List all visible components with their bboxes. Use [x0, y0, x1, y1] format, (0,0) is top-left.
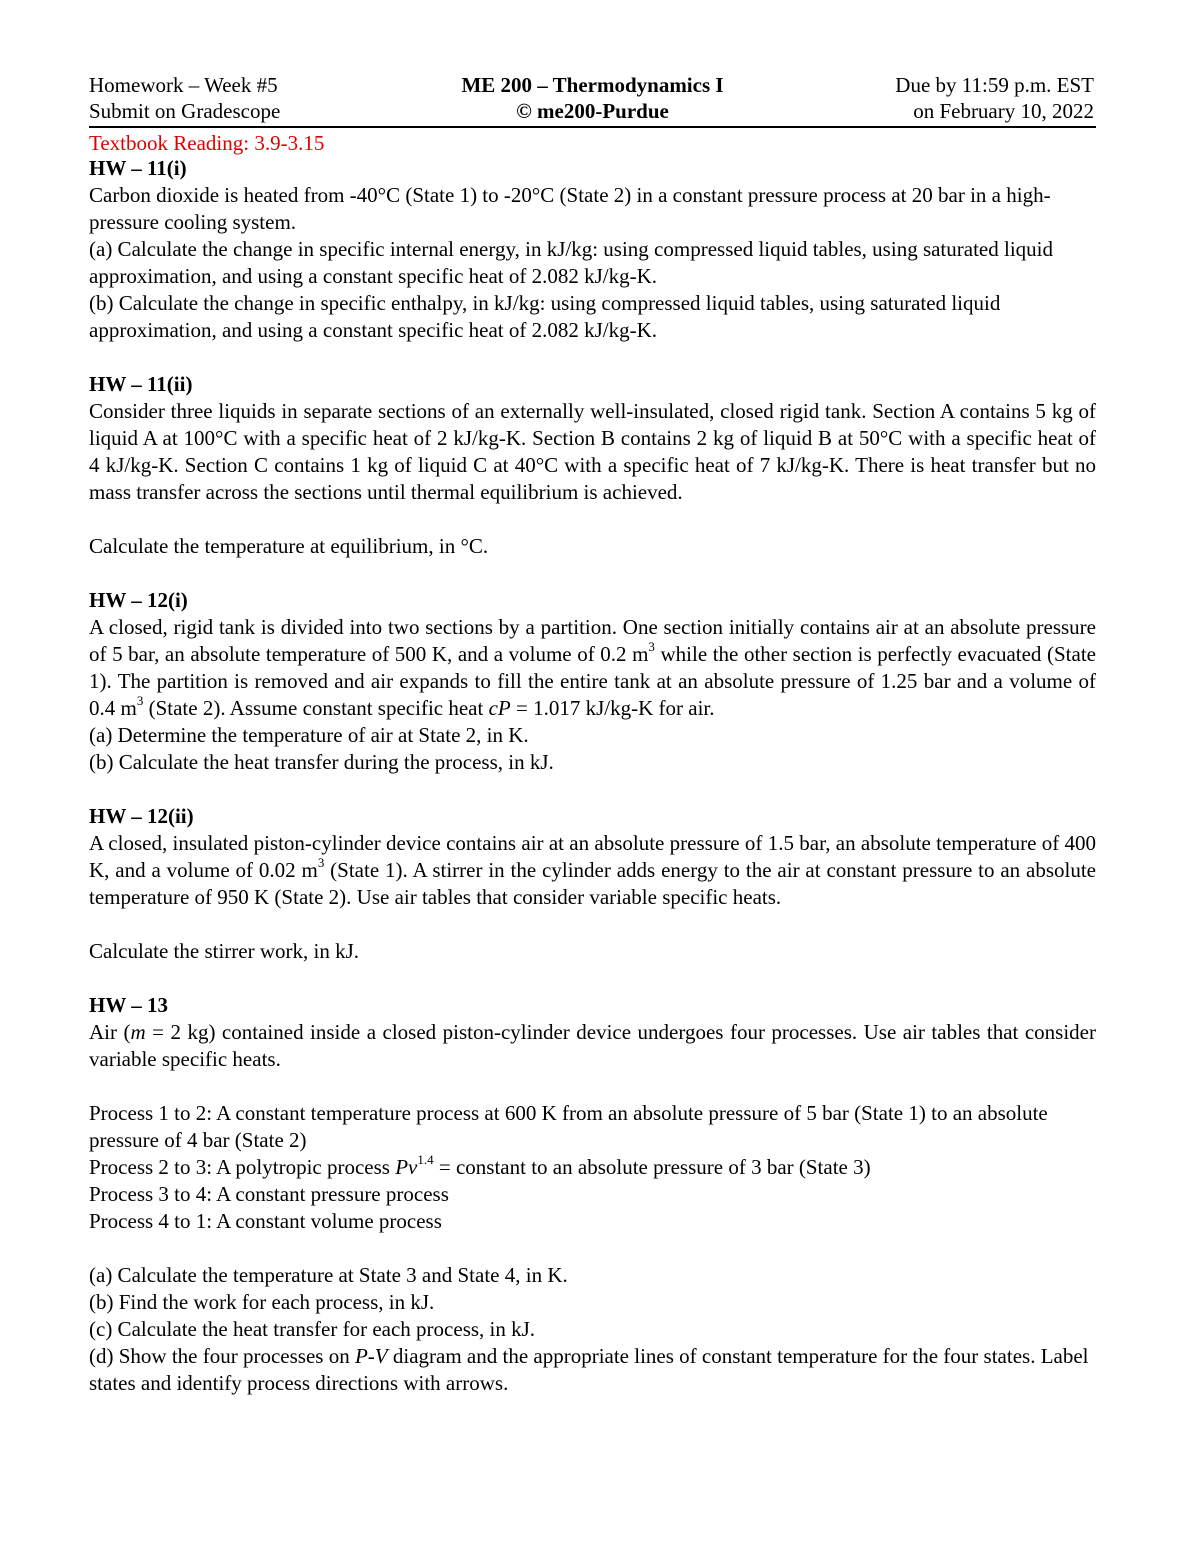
hw-12ii-section — [89, 803, 1096, 965]
hw-12ii-intro: A closed, insulated piston-cylinder device contains air at an absolute pressure of 1.5 bar, an absolute temperature of 400 K, and a volume of 0.02 $m^3$ (State 1). A stirrer in the cylinder adds energy to the air at constant pressure to an absolute temperature of 950 K (State 2). Use air tables that consider variable specific heats. — [89, 831, 1096, 909]
hw-13-process-4-1: Process 4 to 1: A constant volume process — [89, 1209, 442, 1233]
header-left — [89, 72, 389, 124]
hw-11i-intro: Carbon dioxide is heated from -40°C (State 1) to -20°C (State 2) in a constant pressure process at 20 bar in a high-pressure cooling system. — [89, 183, 1051, 234]
hw-12ii-title: HW – 12(ii) — [89, 804, 194, 828]
header-center — [389, 72, 796, 124]
hw-12i-section — [89, 587, 1096, 776]
textbook-reading: Textbook Reading: 3.9-3.15 — [89, 131, 325, 155]
hw-13-title: HW – 13 — [89, 993, 168, 1017]
hw-13-process-2-3: Process 2 to 3: A polytropic process $Pv^{1.4}$ = constant to an absolute pressure of 3 bar (State 3) — [89, 1152, 871, 1179]
cp-symbol: cP — [488, 696, 511, 720]
header-due-date: on February 10, 2022 — [913, 99, 1094, 123]
hw-13-part-b: (b) Find the work for each process, in kJ. — [89, 1290, 435, 1314]
hw-13-process-1-2: Process 1 to 2: A constant temperature process at 600 K from an absolute pressure of 5 bar (State 1) to an absolute pressure of 4 bar (State 2) — [89, 1101, 1048, 1152]
hw-11i-part-a: (a) Calculate the change in specific internal energy, in kJ/kg: using compressed liquid tables, using saturated liquid approximation, and using a constant specific heat of 2.082 kJ/kg-K. — [89, 237, 1053, 288]
hw-13-part-d: (d) Show the four processes on P-V diagram and the appropriate lines of constant temperature for the four states. Label states and identify process directions with arrows. — [89, 1344, 1089, 1395]
hw-11i-title: HW – 11(i) — [89, 156, 187, 180]
header-submit: Submit on Gradescope — [89, 99, 281, 123]
hw-13-intro: Air (m = 2 kg) contained inside a closed piston-cylinder device undergoes four processes. Use air tables that consider variable specific heats. — [89, 1020, 1096, 1071]
hw-13-part-c: (c) Calculate the heat transfer for each process, in kJ. — [89, 1317, 536, 1341]
hw-12i-title: HW – 12(i) — [89, 588, 188, 612]
hw-11ii-title: HW – 11(ii) — [89, 372, 193, 396]
homework-page — [89, 72, 1096, 1397]
header-week: Homework – Week #5 — [89, 73, 278, 97]
document-header — [89, 72, 1096, 124]
hw-11ii-question: Calculate the temperature at equilibrium, in °C. — [89, 534, 489, 558]
hw-12i-part-b: (b) Calculate the heat transfer during the process, in kJ. — [89, 750, 554, 774]
hw-13-section — [89, 992, 1096, 1397]
header-due-time: Due by 11:59 p.m. EST — [895, 73, 1094, 97]
hw-11ii-section — [89, 371, 1096, 560]
header-copyright: © me200-Purdue — [516, 99, 669, 123]
mass-symbol: m — [130, 1020, 146, 1044]
hw-13-part-a: (a) Calculate the temperature at State 3 and State 4, in K. — [89, 1263, 568, 1287]
hw-12ii-question: Calculate the stirrer work, in kJ. — [89, 939, 360, 963]
hw-13-process-3-4: Process 3 to 4: A constant pressure process — [89, 1182, 449, 1206]
header-divider — [89, 126, 1096, 128]
hw-11i-part-b: (b) Calculate the change in specific enthalpy, in kJ/kg: using compressed liquid tables, using saturated liquid approximation, and using a constant specific heat of 2.082 kJ/kg-K. — [89, 291, 1001, 342]
hw-12i-intro: A closed, rigid tank is divided into two sections by a partition. One section initially contains air at an absolute pressure of 5 bar, an absolute temperature of 500 K, and a volume of 0.2 $m^3$ while the other section is perfectly evacuated (State 1). The partition is removed and air expands to fill the entire tank at an absolute pressure of 1.25 bar and a volume of 0.4 $m^3$ (State 2). Assume constant specific heat cP = 1.017 kJ/kg-K for air. — [89, 615, 1096, 720]
hw-11i-section — [89, 155, 1096, 344]
hw-11ii-intro: Consider three liquids in separate sections of an externally well-insulated, closed rigid tank. Section A contains 5 kg of liquid A at 100°C with a specific heat of 2 kJ/kg-K. Section B contains 2 kg of liquid B at 50°C with a specific heat of 4 kJ/kg-K. Section C contains 1 kg of liquid C at 40°C with a specific heat of 7 kJ/kg-K. There is heat transfer but no mass transfer across the sections until thermal equilibrium is achieved. — [89, 399, 1096, 504]
hw-12i-part-a: (a) Determine the temperature of air at State 2, in K. — [89, 723, 529, 747]
header-course: ME 200 – Thermodynamics I — [461, 73, 724, 97]
header-right — [796, 72, 1096, 124]
